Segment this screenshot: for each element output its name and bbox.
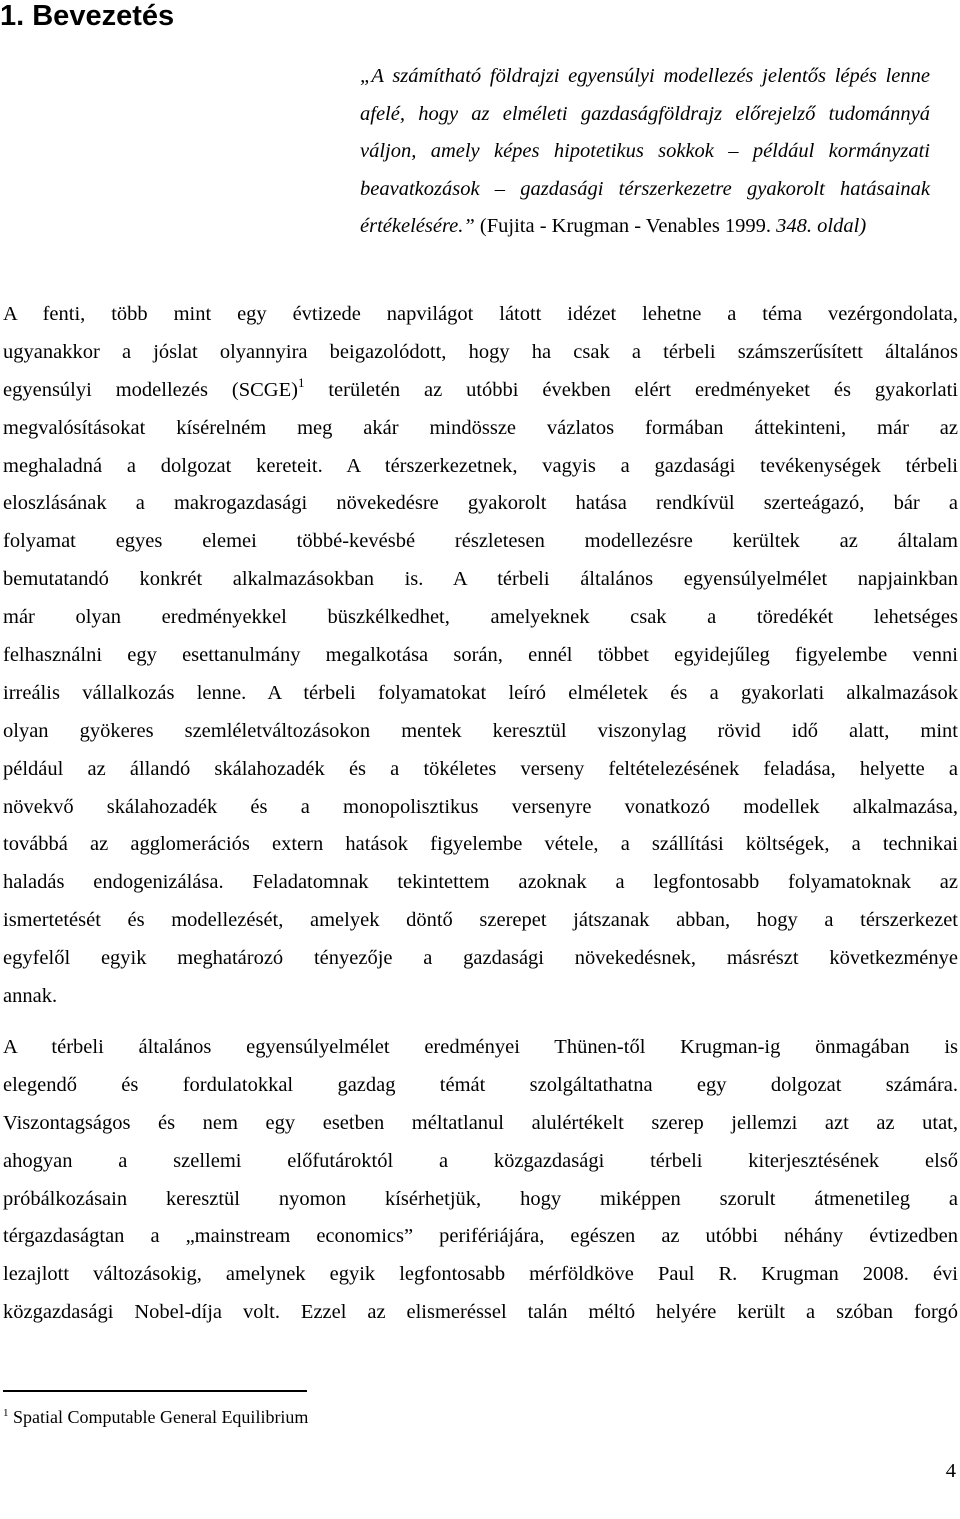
paragraph-line: ugyanakkor a jóslat olyannyira beigazolódott, hogy ha csak a térbeli számszerűsített általános [3, 340, 958, 363]
footnote-text: Spatial Computable General Equilibrium [8, 1407, 309, 1427]
paragraph-1 [3, 296, 958, 1016]
paragraph-line: térgazdaságtan a „mainstream economics” perifériájára, egészen az utóbbi néhány évtizedben [3, 1225, 958, 1248]
paragraph-line: haladás endogenizálása. Feladatomnak tekintettem azoknak a legfontosabb folyamatoknak az [3, 871, 958, 894]
paragraph-line: egyfelől egyik meghatározó tényezője a gazdasági növekedésnek, másrészt következménye [3, 947, 958, 970]
paragraph-line: próbálkozásain keresztül nyomon kísérhetjük, hogy miképpen szorult átmenetileg a [3, 1187, 958, 1210]
footnote-separator [3, 1390, 307, 1392]
paragraph-line: már olyan eredményekkel büszkélkedhet, amelyeknek csak a töredékét lehetséges [3, 606, 958, 629]
paragraph-line: közgazdasági Nobel-díja volt. Ezzel az elismeréssel talán méltó helyére került a szóban forgó [3, 1301, 958, 1324]
paragraph-line: A térbeli általános egyensúlyelmélet eredményei Thünen-től Krugman-ig önmagában is [3, 1036, 958, 1058]
paragraph-line: annak. [3, 985, 58, 1008]
paragraph-2 [3, 1029, 958, 1332]
paragraph-line-part: egyensúlyi modellezés (SCGE) [3, 378, 298, 401]
paragraph-line: felhasználni egy esettanulmány megalkotása során, ennél többet egyidejűleg figyelembe venni [3, 644, 958, 667]
paragraph-line-part: területén az utóbbi években elért eredményeket és gyakorlati [304, 378, 958, 401]
paragraph-line: növekvő skálahozadék és a monopolisztikus versenyre vonatkozó modellek alkalmazása, [3, 795, 958, 818]
paragraph-line: irreális vállalkozás lenne. A térbeli folyamatokat leíró elméletek és a gyakorlati alkalmazások [3, 681, 958, 704]
quote-text: „A számítható földrajzi egyensúlyi modellezés jelentős lépés lenne afelé, hogy az elméleti gazdaságföldrajz előrejelző tudománnyá váljon, amely képes hipotetikus sokkok – például kormányzati beavatkozások – gazdasági térszerkezetre gyakorolt hatásainak értékelésére.” [360, 65, 930, 237]
footnote-ref[interactable]: 1 [297, 374, 305, 390]
paragraph-line: ahogyan a szellemi előfutároktól a közgazdasági térbeli kiterjesztésének első [3, 1149, 958, 1172]
paragraph-line: meghaladná a dolgozat kereteit. A térszerkezetnek, vagyis a gazdasági tevékenységek térbeli [3, 454, 958, 477]
quote-source: (Fujita - Krugman - Venables 1999. [474, 215, 777, 237]
paragraph-line: olyan gyökeres szemléletváltozásokon mentek keresztül viszonylag rövid idő alatt, mint [3, 719, 958, 742]
page-number: 4 [945, 1460, 956, 1482]
section-heading: 1. Bevezetés [0, 0, 175, 32]
paragraph-line: Viszontagságos és nem egy esetben méltatlanul alulértékelt szerep jellemzi azt az utat, [3, 1111, 958, 1134]
paragraph-line: megvalósításokat kísérelném meg akár mindössze vázlatos formában áttekinteni, már az [3, 416, 958, 439]
footnote-number: 1 [3, 1407, 9, 1419]
quote-page: 348. oldal) [776, 215, 867, 237]
paragraph-line: továbbá az agglomerációs extern hatások figyelembe vétele, a szállítási költségek, a technikai [3, 833, 958, 856]
paragraph-line: például az állandó skálahozadék és a tökéletes verseny feltételezésének feladása, helyette a [3, 757, 958, 780]
paragraph-line: bemutatandó konkrét alkalmazásokban is. A térbeli általános egyensúlyelmélet napjainkban [3, 568, 958, 591]
epigraph-quote [360, 58, 930, 246]
footnote [3, 1405, 308, 1429]
paragraph-line: elegendő és fordulatokkal gazdag témát szolgáltathatna egy dolgozat számára. [3, 1073, 958, 1096]
paragraph-line: folyamat egyes elemei többé-kevésbé részletesen modellezésre kerültek az általam [3, 530, 958, 553]
paragraph-line-with-footnote [3, 372, 958, 410]
paragraph-line: A fenti, több mint egy évtizede napvilágot látott idézet lehetne a téma vezérgondolata, [3, 303, 958, 325]
paragraph-line: eloszlásának a makrogazdasági növekedésre gyakorolt hatása rendkívül szerteágazó, bár a [3, 492, 958, 515]
paragraph-line: lezajlott változásokig, amelynek egyik legfontosabb mérföldköve Paul R. Krugman 2008. évi [3, 1263, 958, 1286]
paragraph-line: ismertetését és modellezését, amelyek döntő szerepet játszanak abban, hogy a térszerkezet [3, 909, 958, 932]
